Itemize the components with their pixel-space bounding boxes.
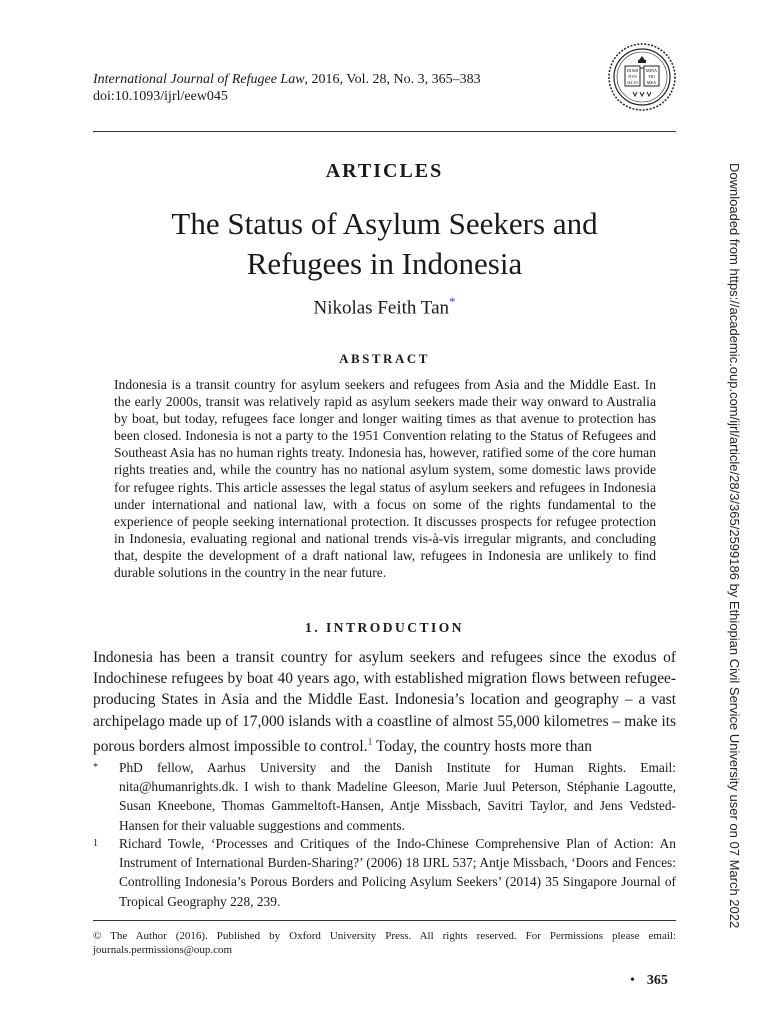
journal-details: , 2016, Vol. 28, No. 3, 365–383 <box>304 72 481 87</box>
page-number <box>630 973 668 989</box>
journal-name: International Journal of Refugee Law <box>93 72 305 87</box>
footnote-text: Richard Towle, ‘Processes and Critiques of the Indo-Chinese Comprehensive Plan of Action: An Instrument of International Burden-Sharing?’ (2006) 18 IJRL 537; Antje Missbach, ‘Doors and Fences: Controlling Indonesia’s Porous Borders and Policing Asylum Seekers’ (2014) 35 Singapore Journal of Tropical Geography 228, 239. <box>119 836 676 909</box>
download-watermark: Downloaded from https://academic.oup.com/ijrl/article/28/3/365/2599186 by Ethiopian Civil Service University user on 07 March 2022 <box>727 163 742 929</box>
footer-rule <box>93 920 676 921</box>
article-title <box>93 204 676 284</box>
introduction-paragraph <box>93 647 676 757</box>
intro-text-1: Indonesia has been a transit country for asylum seekers and refugees since the exodus of Indochinese refugees by boat 40 years ago, with established migration flows between refugee-producing States in Asia and the Middle East. Indonesia’s location and geography – a vast archipelago made up of 17,000 islands with a coastline of almost 55,000 kilometres – make its porous borders almost impossible to control. <box>93 649 676 755</box>
seal-text-4: MINA <box>645 68 658 73</box>
seal-text-2: NVS <box>628 74 637 79</box>
section-label: ARTICLES <box>325 160 444 182</box>
doi: doi:10.1093/ijrl/eew045 <box>93 89 228 104</box>
header-rule <box>93 131 676 132</box>
oxford-seal-logo <box>607 42 677 112</box>
footnote-text: PhD fellow, Aarhus University and the Danish Institute for Human Rights. Email: nita@humanrights.dk. I wish to thank Madeline Gleeson, Marie Juul Peterson, Stéphanie Lagoutte, Susan Kneebone, Thomas Gammeltoft-Hansen, Antje Missbach, Savitri Taylor, and Jens Vedsted-Hansen for their valuable suggestions and comments. <box>119 760 676 833</box>
title-line-2: Refugees in Indonesia <box>246 246 523 281</box>
seal-text-5: TIO <box>648 74 655 79</box>
footnote-mark: 1 <box>93 838 98 849</box>
author-footnote-link[interactable]: * <box>449 294 456 309</box>
footnote-1-link[interactable]: 1 <box>367 736 373 748</box>
seal-text-1: DOMI <box>626 68 639 73</box>
seal-text-3: ILLVI <box>627 80 638 85</box>
abstract-text: Indonesia is a transit country for asylum seekers and refugees from Asia and the Middle East. In the early 2000s, transit was relatively rapid as asylum seekers made their way onward to Australia by boat, but today, refugees face longer and longer waiting times as that avenue to protection has been closed. Indonesia is not a party to the 1951 Convention relating to the Status of Refugees and Southeast Asia has no human rights treaty. Indonesia has, however, ratified some of the core human rights treaties and, while the country has no national asylum system, some domestic laws provide for refugee rights. This article assesses the legal status of asylum seekers and refugees in Indonesia under international and national law, with a focus on some of the rights fundamental to the experience of people seeking international protection. It discusses prospects for refugee protection in Indonesia, evaluating regional and national trends vis-à-vis irregular migrants, and concluding that, despite the development of a draft national law, refugees in Indonesia are unlikely to find durable solutions in the country in the near future. <box>114 377 656 581</box>
footnote-1 <box>93 834 676 911</box>
title-line-1: The Status of Asylum Seekers and <box>171 206 598 241</box>
footnote-mark: * <box>93 762 98 773</box>
introduction-heading: 1. INTRODUCTION <box>304 620 464 635</box>
journal-citation <box>93 71 481 88</box>
copyright-notice: © The Author (2016). Published by Oxford University Press. All rights reserved. For Permissions please email: journals.permissions@oup.com <box>93 930 676 956</box>
abstract-heading: ABSTRACT <box>339 351 430 366</box>
page-number-value: 365 <box>646 973 668 988</box>
intro-text-2: Today, the country hosts more than <box>372 737 592 755</box>
author-text: Nikolas Feith Tan <box>313 297 450 319</box>
author-name <box>93 294 676 319</box>
seal-text-6: MEA <box>646 80 657 85</box>
page-bullet: • <box>630 973 635 988</box>
footnote-star <box>93 758 676 835</box>
